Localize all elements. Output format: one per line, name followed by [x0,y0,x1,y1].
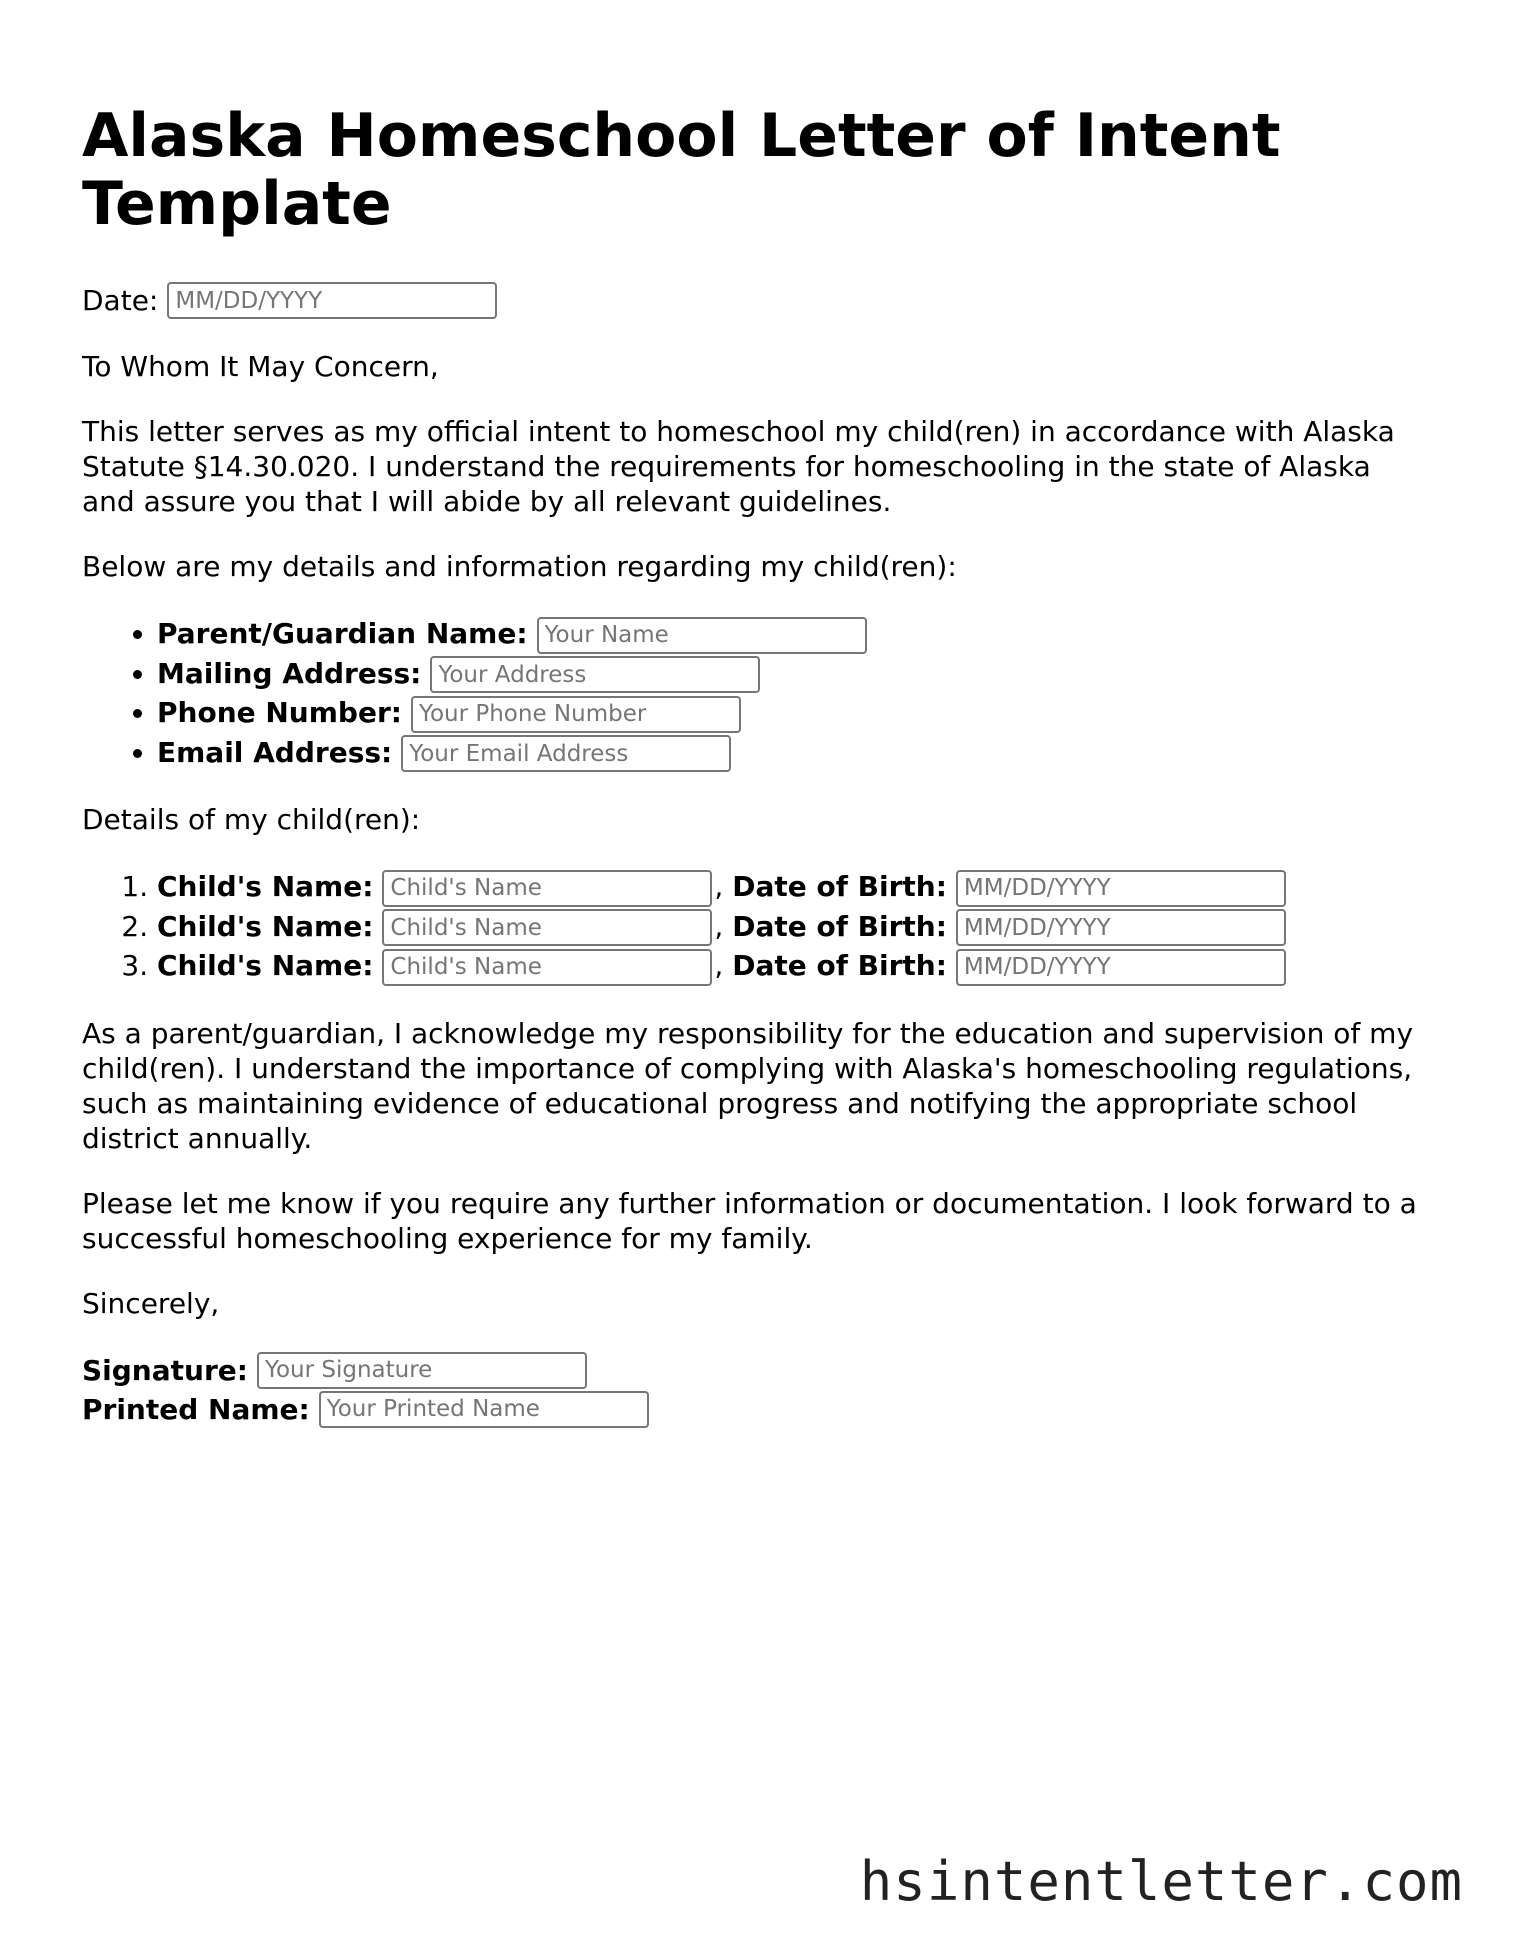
list-item [157,907,1432,947]
comma: , [714,870,724,903]
page-title: Alaska Homeschool Letter of Intent Template [82,101,1281,239]
date-row [82,282,1432,319]
comma: , [714,909,724,943]
phone-number-label: Phone Number: [157,696,402,729]
children-heading: Details of my child(ren): [82,803,421,836]
printed-name-input[interactable] [319,1391,649,1428]
email-address-label: Email Address: [157,735,393,769]
printed-name-row [82,1390,1432,1429]
signature-row [82,1351,1432,1390]
dob-label: Date of Birth: [732,949,947,982]
mailing-address-label: Mailing Address: [157,656,422,690]
dob-label: Date of Birth: [732,909,947,943]
child-2-dob-input[interactable] [956,909,1286,946]
acknowledgement-paragraph: As a parent/guardian, I acknowledge my responsibility for the education and supervision of my child(ren). I understand the importance of complying with Alaska's homeschooling regulations, such as maintaining evidence of educational progress and notifying the appropriate school district annually. [82,1016,1414,1155]
list-item [157,867,1432,907]
child-3-name-input[interactable] [382,949,712,986]
date-label: Date: [82,284,159,317]
list-item [157,614,1432,654]
dob-label: Date of Birth: [732,870,947,903]
list-item [157,654,1432,694]
comma: , [714,949,724,982]
child-2-name-input[interactable] [382,909,712,946]
footer-watermark: hsintentletter.com [859,1850,1463,1913]
details-intro: Below are my details and information regarding my child(ren): [82,550,957,583]
request-paragraph: Please let me know if you require any further information or documentation. I look forward to a successful homeschooling experience for my family. [82,1186,1417,1255]
parent-name-input[interactable] [537,617,867,654]
greeting: To Whom It May Concern, [82,350,439,383]
children-list [82,867,1432,986]
phone-number-input[interactable] [411,696,741,733]
child-3-dob-input[interactable] [956,949,1286,986]
signature-label: Signature: [82,1353,248,1387]
email-address-input[interactable] [401,735,731,772]
printed-name-label: Printed Name: [82,1392,310,1426]
list-item [157,693,1432,733]
parent-details-list [82,614,1432,772]
child-1-dob-input[interactable] [956,870,1286,907]
letter-page [82,102,1432,1429]
mailing-address-input[interactable] [430,656,760,693]
child-1-name-input[interactable] [382,870,712,907]
intro-paragraph: This letter serves as my official intent to homeschool my child(ren) in accordance with Alaska Statute §14.30.020. I understand the requirements for homeschooling in the state of Alaska and assure you that I will abide by all relevant guidelines. [82,415,1395,518]
parent-name-label: Parent/Guardian Name: [157,617,528,650]
list-item [157,946,1432,986]
signature-input[interactable] [257,1352,587,1389]
date-input[interactable] [167,282,497,319]
list-item [157,733,1432,773]
child-name-label: Child's Name: [157,870,374,903]
sincerely: Sincerely, [82,1286,220,1320]
child-name-label: Child's Name: [157,909,374,943]
child-name-label: Child's Name: [157,949,374,982]
signature-block [82,1351,1432,1429]
